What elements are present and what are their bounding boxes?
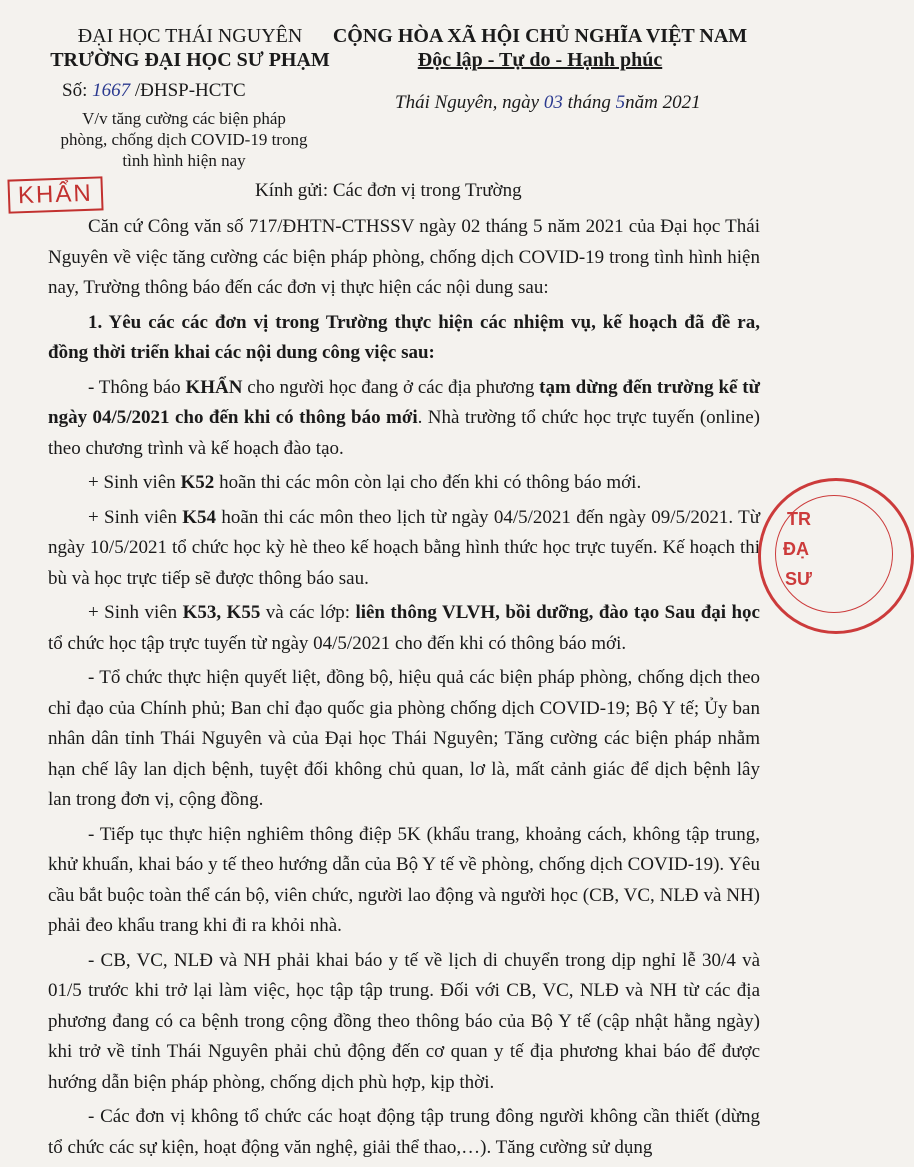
seal-text: TR [787, 509, 811, 529]
paragraph: - Các đơn vị không tổ chức các hoạt động tập trung đông người không cần thiết (dừng tổ chức các sự kiện, hoạt động văn nghệ, giải thể thao,…). Tăng cường sử dụng [48, 1106, 760, 1158]
seal-text: SƯ [785, 569, 812, 589]
date-day: 03 [543, 92, 563, 113]
subject-line1: V/v tăng cường các biện pháp [82, 109, 286, 128]
paragraph: Căn cứ Công văn số 717/ĐHTN-CTHSSV ngày 02 tháng 5 năm 2021 của Đại học Thái Nguyên về việc tăng cường các biện pháp phòng, chống dịch COVID-19 trong tình hình hiện nay, Trường thông báo đến các đơn vị thực hiện các nội dung sau: [48, 216, 760, 298]
doc-number-prefix: Số: [62, 80, 88, 101]
section-heading: 1. Yêu các các đơn vị trong Trường thực hiện các nhiệm vụ, kế hoạch đã đề ra, đồng thời triển khai các nội dung công việc sau: [48, 311, 760, 363]
date-month: 5 [615, 92, 626, 113]
subject-line3: tình hình hiện nay [122, 151, 246, 170]
document-body [48, 212, 760, 1167]
paragraph: - Tiếp tục thực hiện nghiêm thông điệp 5K (khẩu trang, khoảng cách, không tập trung, khử khuẩn, khai báo y tế theo hướng dẫn của Bộ Y tế về phòng, chống dịch COVID-19). Yêu cầu bắt buộc toàn thể cán bộ, viên chức, người lao động và người học (CB, VC, NLĐ và NH) phải đeo khẩu trang khi đi ra khỏi nhà. [48, 823, 760, 936]
org-line1: ĐẠI HỌC THÁI NGUYÊN [77, 25, 303, 47]
document-number [62, 80, 246, 102]
subject-line2: phòng, chống dịch COVID-19 trong [60, 130, 308, 149]
paragraph: + Sinh viên K52 hoãn thi các môn còn lại cho đến khi có thông báo mới. [88, 472, 642, 493]
paragraph: - Thông báo KHẨN cho người học đang ở các địa phương tạm dừng đến trường kể từ ngày 04/5/2021 cho đến khi có thông báo mới. Nhà trường tổ chức học trực tuyến (online) theo chương trình và kế hoạch đào tạo. [48, 376, 760, 459]
paragraph: + Sinh viên K54 hoãn thi các môn theo lịch từ ngày 04/5/2021 đến ngày 09/5/2021. Từ ngày 10/5/2021 tổ chức học kỳ hè theo kế hoạch bằng hình thức học trực tuyến. Kế hoạch thi bù và học trực tiếp sẽ được thông báo sau. [48, 506, 760, 589]
seal-text: ĐẠ [783, 539, 809, 559]
subject-line [44, 108, 324, 171]
urgent-stamp: KHẨN [7, 176, 103, 213]
paragraph: + Sinh viên K53, K55 và các lớp: liên thông VLVH, bồi dưỡng, đào tạo Sau đại học tổ chức học tập trực tuyến từ ngày 04/5/2021 cho đến khi có thông báo mới. [48, 602, 760, 654]
official-seal [758, 478, 914, 634]
issue-date [395, 92, 701, 114]
paragraph: - Tổ chức thực hiện quyết liệt, đồng bộ, hiệu quả các biện pháp phòng, chống dịch theo chỉ đạo của Chính phủ; Ban chỉ đạo quốc gia phòng chống dịch COVID-19; Bộ Y tế; Ủy ban nhân dân tỉnh Thái Nguyên và của Đại học Thái Nguyên; Tăng cường các biện pháp nhằm hạn chế lây lan dịch bệnh, tuyệt đối không chủ quan, lơ là, mất cảnh giác để dịch bệnh lây lan trong đơn vị, cộng đồng. [48, 667, 760, 810]
nation-line1: CỘNG HÒA XÃ HỘI CHỦ NGHĨA VIỆT NAM [332, 25, 748, 47]
national-heading [330, 24, 750, 72]
issuing-organization [40, 24, 340, 72]
date-part1: Thái Nguyên, ngày [395, 92, 540, 113]
doc-number-suffix: /ĐHSP-HCTC [134, 80, 246, 101]
date-part3: năm 2021 [625, 92, 701, 113]
doc-number-handwritten: 1667 [92, 80, 131, 101]
date-part2: tháng [567, 92, 611, 113]
recipient-line: Kính gửi: Các đơn vị trong Trường [255, 180, 522, 201]
nation-line2: Độc lập - Tự do - Hạnh phúc [417, 49, 663, 71]
org-line2: TRƯỜNG ĐẠI HỌC SƯ PHẠM [50, 49, 330, 71]
paragraph: - CB, VC, NLĐ và NH phải khai báo y tế về lịch di chuyển trong dịp nghỉ lễ 30/4 và 01/5 trước khi trở lại làm việc, học tập tập trung. Đối với CB, VC, NLĐ và NH từ các địa phương đang có ca bệnh trong cộng đồng theo thông báo của Bộ Y tế (cập nhật hằng ngày) khi trở về tỉnh Thái Nguyên phải chủ động đến cơ quan y tế địa phương khai báo để được hướng dẫn biện pháp phòng, chống dịch phù hợp, kịp thời. [48, 949, 760, 1093]
